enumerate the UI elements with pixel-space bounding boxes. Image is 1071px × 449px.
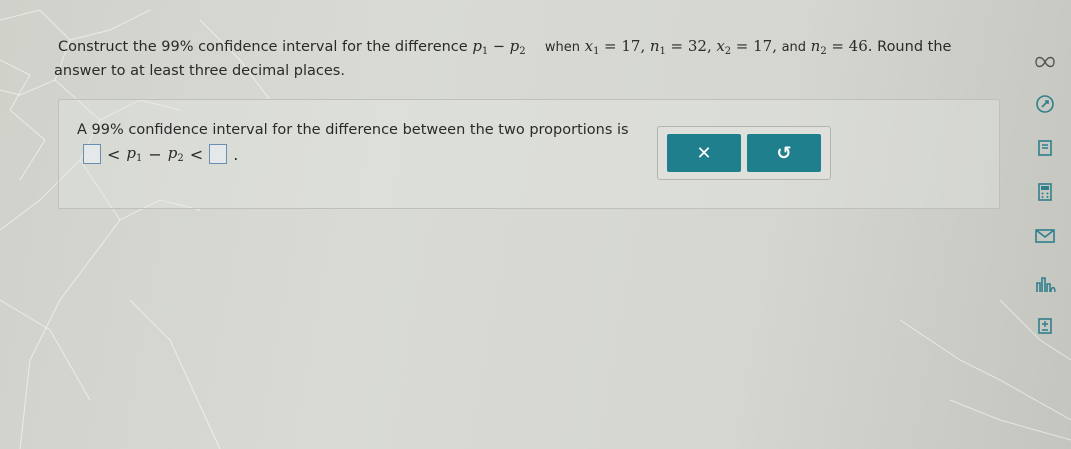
x1-value: = 17, [604,37,646,55]
n1-value: = 32, [670,37,712,55]
message-icon[interactable] [1030,224,1060,248]
undo-button[interactable] [747,134,821,172]
minus-sign: − [492,39,506,55]
x2-symbol: $x_2$ [716,37,732,57]
lower-bound-input[interactable] [83,144,101,164]
n2-symbol: $n_2$ [810,37,827,57]
question-line-1 [58,34,951,60]
p1-symbol: $p_1$ [472,37,489,57]
x2-value: = 17, [735,37,777,55]
undo-icon: ↺ [776,142,792,164]
round-text: Round the [877,39,952,55]
answer-panel [58,99,1000,209]
less-than-sign-1: < [107,144,121,164]
calculator-alt-icon[interactable] [1030,314,1060,338]
action-button-group [657,126,831,180]
minus-sign-answer: − [148,144,162,164]
interval-expression [83,144,238,164]
when-word: when [544,40,580,55]
n2-value: = 46. [831,37,873,55]
upper-bound-input[interactable] [209,144,227,164]
p1-symbol-answer: $p_1$ [126,144,143,164]
question-intro: Construct the 99% confidence interval for the difference [58,39,468,55]
textbook-icon[interactable] [1030,136,1060,160]
and-word: and [781,40,807,55]
answer-prompt: A 99% confidence interval for the difference between the two proportions is [77,122,629,138]
x1-symbol: $x_1$ [584,37,600,57]
question-line-2: answer to at least three decimal places. [54,63,345,79]
n1-symbol: $n_1$ [649,37,666,57]
p2-symbol: $p_2$ [509,37,526,57]
less-than-sign-2: < [189,144,204,164]
calculator-icon[interactable] [1030,180,1060,204]
more-icon[interactable] [1030,92,1060,116]
infinity-icon[interactable] [1030,50,1060,74]
p2-symbol-answer: $p_2$ [167,144,184,164]
question-text [48,34,952,83]
close-icon: ✕ [696,142,712,164]
statistics-icon[interactable] [1030,272,1060,296]
clear-button[interactable] [667,134,741,172]
period: . [233,144,239,164]
